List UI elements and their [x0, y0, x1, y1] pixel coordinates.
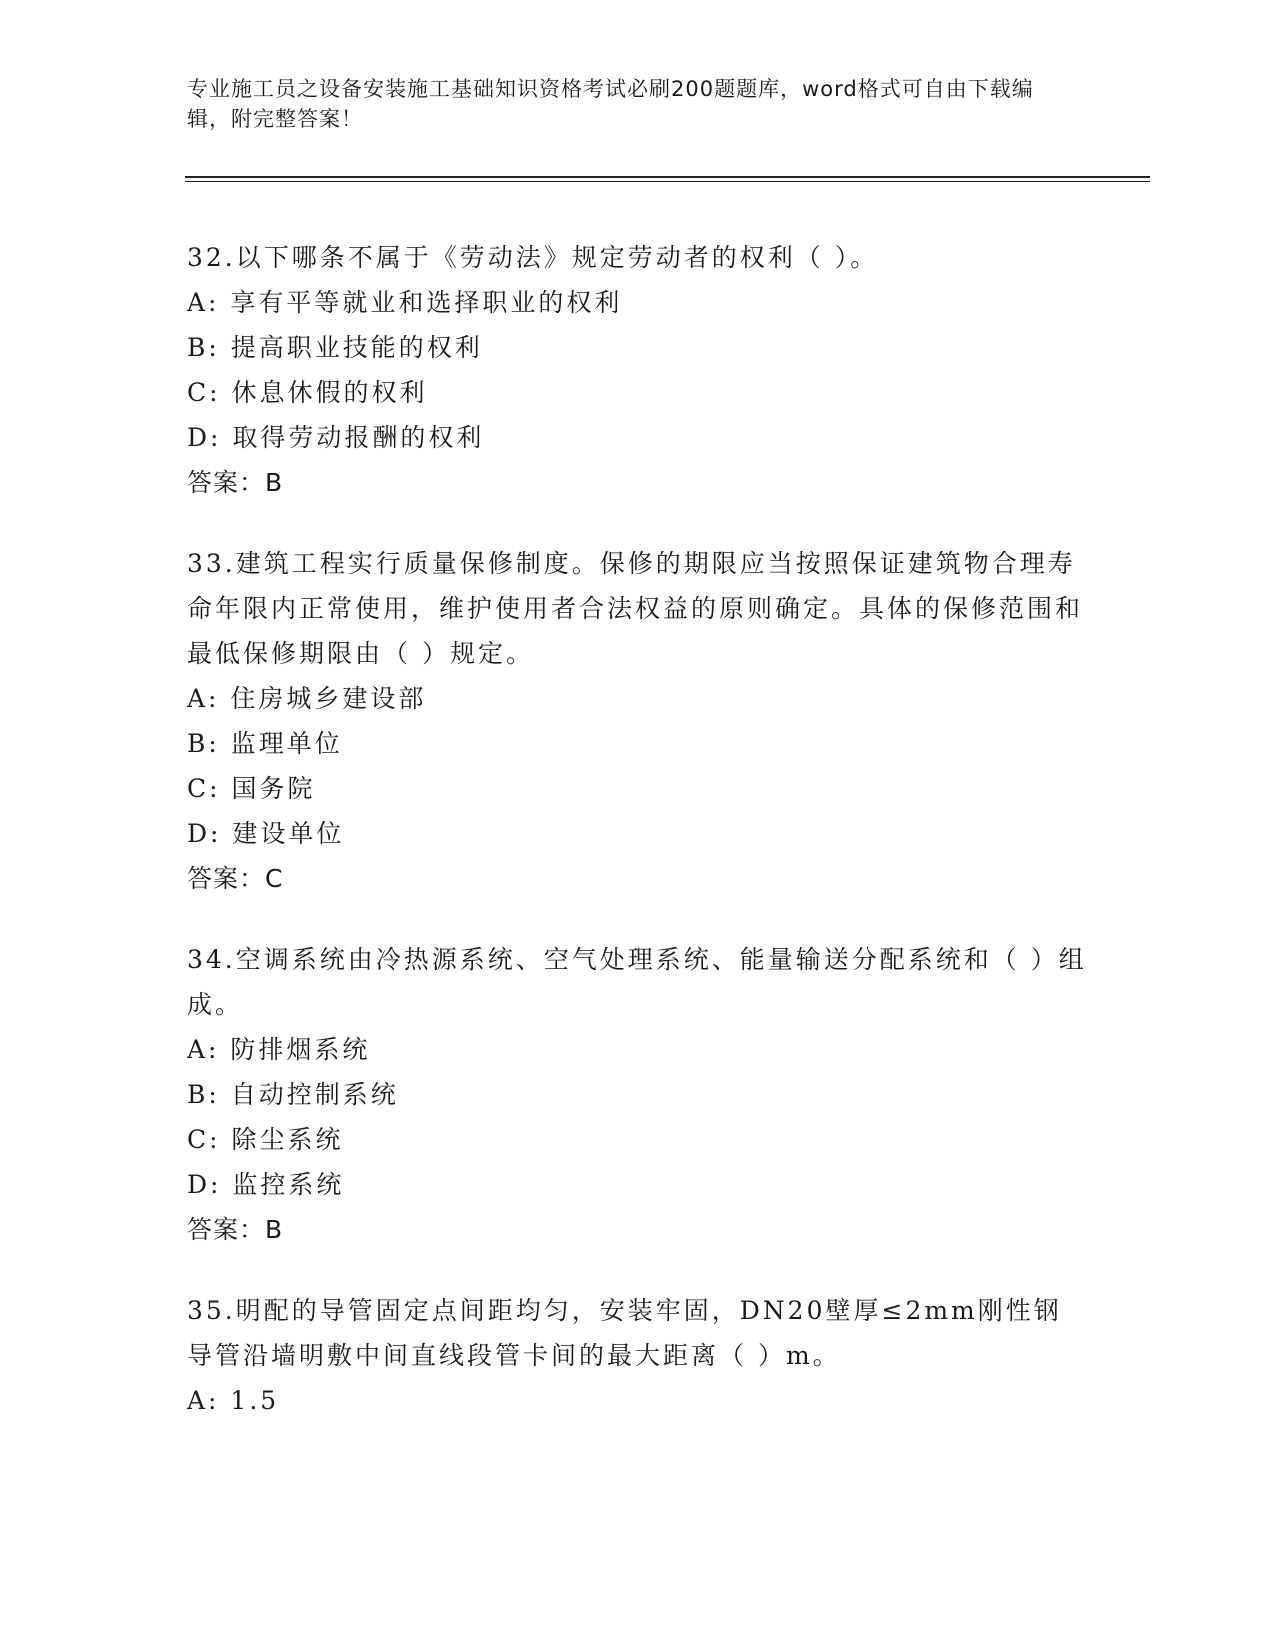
question-34 — [187, 937, 1087, 1252]
question-stem: 32.以下哪条不属于《劳动法》规定劳动者的权利（ ）。 — [187, 243, 879, 272]
question-stem: 35.明配的导管固定点间距均匀，安装牢固，DN20壁厚≤2mm刚性钢导管沿墙明敷中间直线段管卡间的最大距离（ ）m。 — [187, 1296, 1062, 1370]
option-d: D: 取得劳动报酬的权利 — [187, 423, 485, 452]
answer-label: 答案：B — [187, 1215, 284, 1244]
option-a: A: 防排烟系统 — [187, 1035, 371, 1064]
question-35 — [187, 1288, 1087, 1423]
question-stem: 34.空调系统由冷热源系统、空气处理系统、能量输送分配系统和（ ）组成。 — [187, 945, 1087, 1019]
option-c: C: 休息休假的权利 — [187, 378, 428, 407]
answer-label: 答案：B — [187, 468, 284, 497]
option-d: D: 监控系统 — [187, 1170, 345, 1199]
answer-label: 答案：C — [187, 864, 284, 893]
option-d: D: 建设单位 — [187, 819, 345, 848]
option-a: A: 1.5 — [187, 1386, 280, 1415]
question-33 — [187, 541, 1087, 901]
option-c: C: 国务院 — [187, 774, 316, 803]
option-a: A: 住房城乡建设部 — [187, 684, 427, 713]
header-divider-thick — [185, 176, 1150, 178]
question-list — [187, 235, 1087, 1459]
option-c: C: 除尘系统 — [187, 1125, 344, 1154]
option-b: B: 提高职业技能的权利 — [187, 333, 483, 362]
document-header: 专业施工员之设备安装施工基础知识资格考试必刷200题题库，word格式可自由下载编辑，附完整答案！ — [187, 77, 1034, 131]
question-stem: 33.建筑工程实行质量保修制度。保修的期限应当按照保证建筑物合理寿命年限内正常使用，维护使用者合法权益的原则确定。具体的保修范围和最低保修期限由（ ）规定。 — [187, 549, 1084, 668]
option-b: B: 自动控制系统 — [187, 1080, 399, 1109]
question-32 — [187, 235, 1087, 505]
header-divider-thin — [185, 181, 1150, 182]
option-a: A: 享有平等就业和选择职业的权利 — [187, 288, 623, 317]
option-b: B: 监理单位 — [187, 729, 343, 758]
